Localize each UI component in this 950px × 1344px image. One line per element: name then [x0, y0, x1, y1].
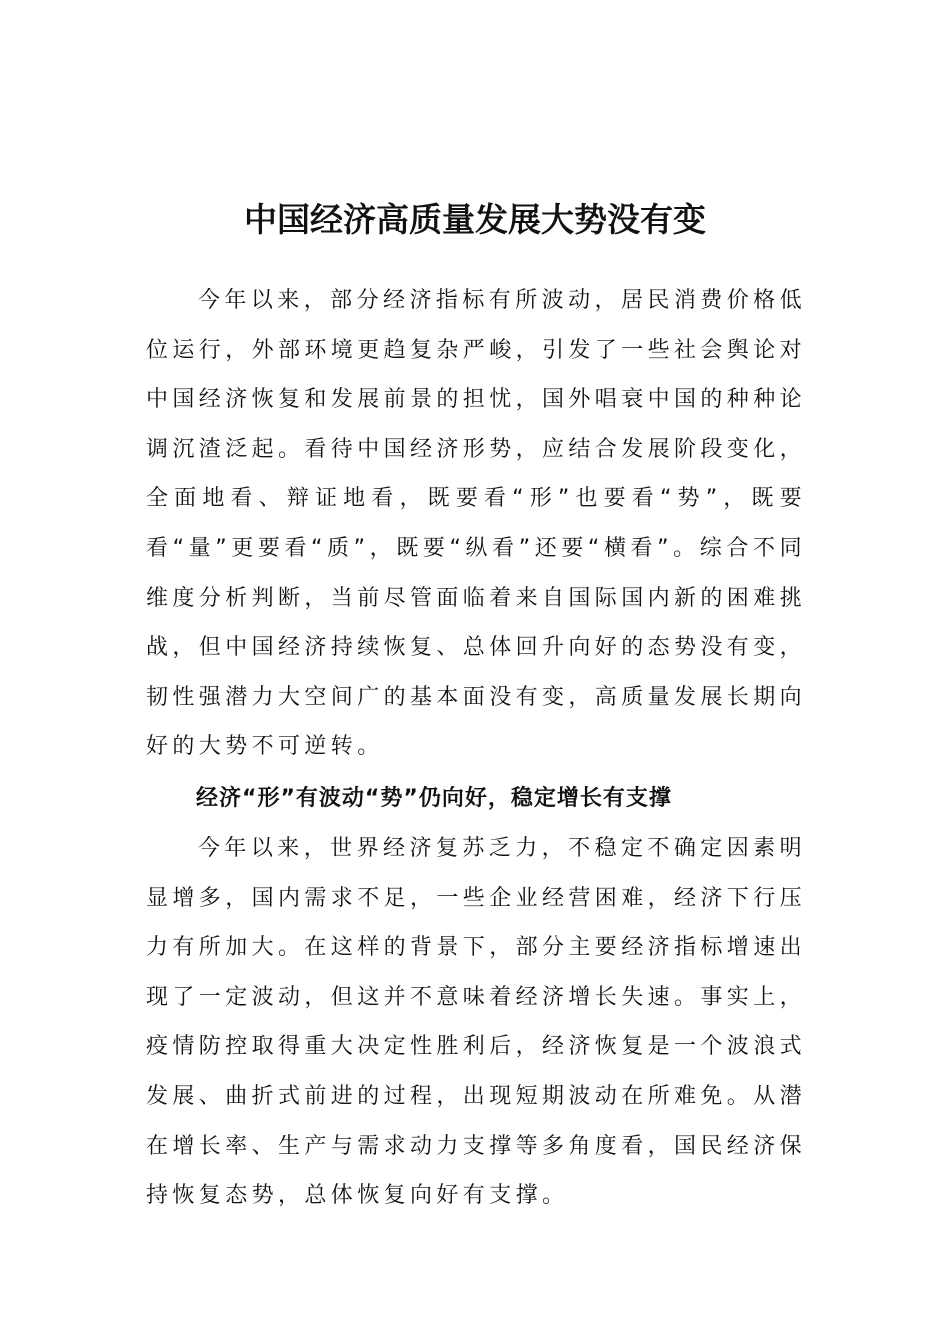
body-paragraph-2: 今年以来，世界经济复苏乏力，不稳定不确定因素明显增多，国内需求不足，一些企业经营困难，经济下行压力有所加大。在这样的背景下，部分主要经济指标增速出现了一定波动，但这并不意味着经济增长失速。事实上，疫情防控取得重大决定性胜利后，经济恢复是一个波浪式发展、曲折式前进的过程，出现短期波动在所难免。从潜在增长率、生产与需求动力支撑等多角度看，国民经济保持恢复态势，总体恢复向好有支撑。 [146, 836, 807, 1209]
body-paragraph-1: 今年以来，部分经济指标有所波动，居民消费价格低位运行，外部环境更趋复杂严峻，引发了一些社会舆论对中国经济恢复和发展前景的担忧，国外唱衰中国的种种论调沉渣泛起。看待中国经济形势，应结合发展阶段变化，全面地看、辩证地看，既要看“形”也要看“势”，既要看“量”更要看“质”，既要“纵看”还要“横看”。综合不同维度分析判断，当前尽管面临着来自国际国内新的困难挑战，但中国经济持续恢复、总体回升向好的态势没有变，韧性强潜力大空间广的基本面没有变，高质量发展长期向好的大势不可逆转。 [146, 288, 807, 760]
document-title: 中国经济高质量发展大势没有变 [244, 200, 706, 240]
section-heading: 经济“形”有波动“势”仍向好，稳定增长有支撑 [196, 786, 672, 811]
